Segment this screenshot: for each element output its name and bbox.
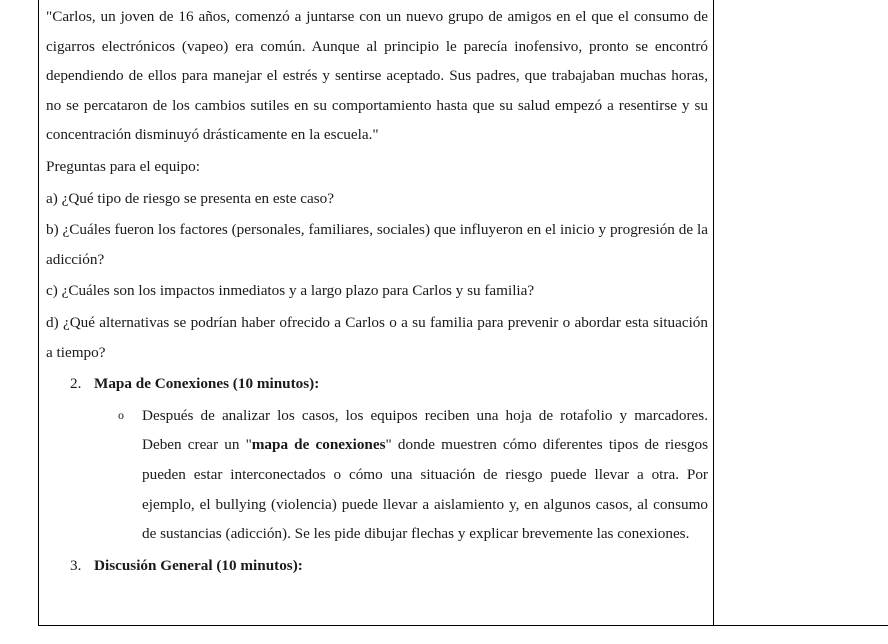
- activity-2-number: 2.: [70, 375, 82, 393]
- activity-2-text-end: " donde muestren cómo diferentes tipos de riesgos pueden estar interconectados o cómo una situación de riesgo puede llevar a otra. Por ejemplo, el bullying (violencia) puede llevar a aislamiento y, en algunos casos, al consumo de sustancias (adicción). Se les pide dibujar flechas y explicar brevemente las conexiones.: [142, 436, 708, 543]
- table-column-divider: [713, 0, 714, 626]
- question-c: c) ¿Cuáles son los impactos inmediatos y a largo plazo para Carlos y su familia?: [46, 282, 535, 300]
- question-d: d) ¿Qué alternativas se podrían haber ofrecido a Carlos o a su familia para prevenir o abordar esta situación a tiempo?: [46, 313, 708, 361]
- hollow-bullet-icon: o: [118, 407, 124, 422]
- question-b: b) ¿Cuáles fueron los factores (personales, familiares, sociales) que influyeron en el inicio y progresión de la adicción?: [46, 221, 708, 268]
- activity-2-heading: [46, 369, 708, 399]
- activity-3-heading: [46, 551, 708, 581]
- question-a: a) ¿Qué tipo de riesgo se presenta en este caso?: [46, 189, 335, 207]
- activity-2-bullet: [46, 401, 708, 549]
- questions-heading: Preguntas para el equipo:: [46, 157, 200, 175]
- activity-2-text-bold: mapa de conexiones: [251, 436, 386, 454]
- activity-2-title: Mapa de Conexiones (10 minutos):: [94, 375, 320, 393]
- activity-2-text-start: Después de analizar los casos, los equipos reciben una hoja de rotafolio y marcadores. Deben crear un ": [142, 406, 708, 454]
- table-cell-content: [46, 0, 708, 580]
- activity-3-number: 3.: [70, 556, 82, 574]
- activity-3-title: Discusión General (10 minutos):: [94, 556, 303, 574]
- case-paragraph: "Carlos, un joven de 16 años, comenzó a juntarse con un nuevo grupo de amigos en el que el consumo de cigarros electrónicos (vapeo) era común. Aunque al principio le parecía inofensivo, pronto se encontró dependiendo de ellos para manejar el estrés y sentirse aceptado. Sus padres, que trabajaban muchas horas, no se percataron de los cambios sutiles en su comportamiento hasta que su salud empezó a resentirse y su concentración disminuyó drásticamente en la escuela.": [46, 8, 708, 144]
